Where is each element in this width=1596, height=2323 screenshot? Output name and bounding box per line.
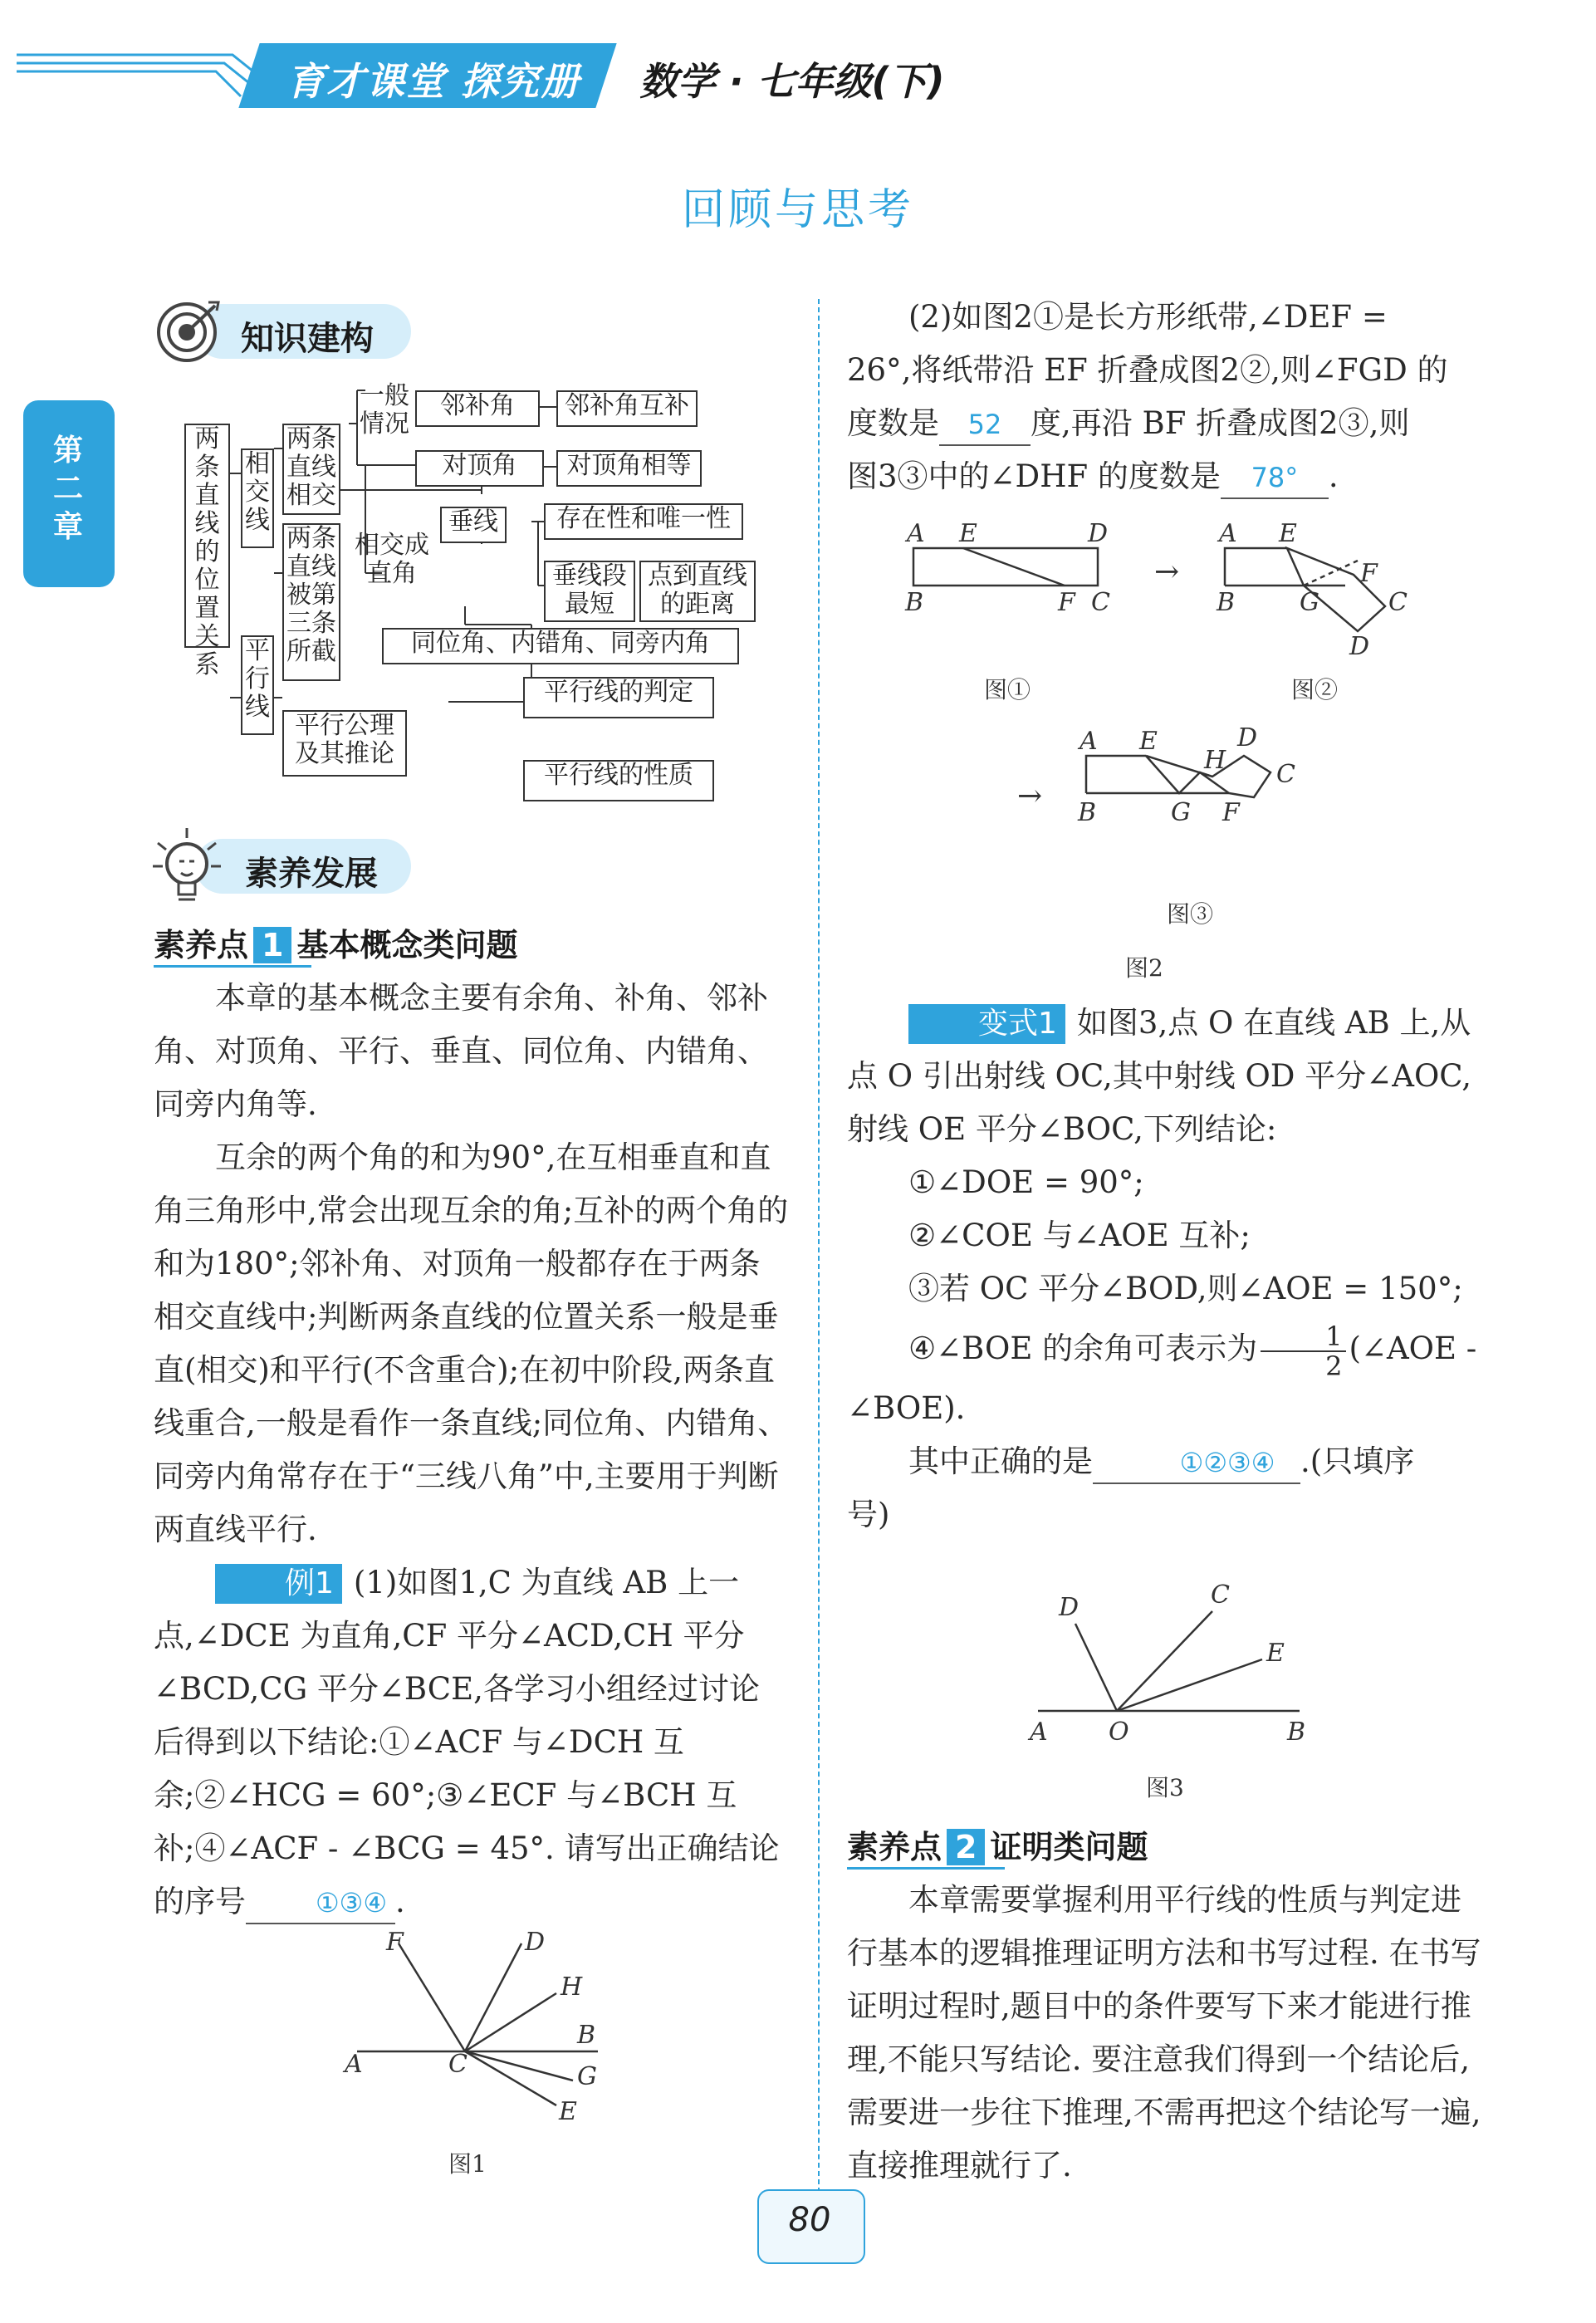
cm-transversal: 两条直线被第三条所截	[282, 523, 340, 681]
point2-number: 2	[947, 1829, 985, 1865]
cm-vertical-angles: 对顶角	[415, 450, 544, 487]
fig2-3-strip-left	[1086, 756, 1146, 793]
fig1-label-h: H	[561, 1973, 583, 2002]
variant1-item3: ③若 OC 平分∠BOD,则∠AOE = 150°;	[908, 1271, 1463, 1306]
fig2-3-label-g: G	[1171, 798, 1191, 827]
figure-2	[880, 515, 1478, 980]
header-subject: 数学 · 七年级(下)	[639, 59, 945, 104]
cm-parallel-properties: 平行线的性质	[523, 760, 714, 801]
part2-line3b: 度,再沿 BF 折叠成图2③,则	[1031, 405, 1410, 441]
fig1-caption: 图1	[448, 2150, 487, 2178]
chapter-side-tab-label: 第二章	[52, 434, 83, 544]
fig2-3-label-a: A	[1080, 727, 1098, 756]
cm-parallel: 平行线	[241, 635, 274, 735]
point1-title: 基本概念类问题	[296, 927, 518, 963]
point1-para2: 互余的两个角的和为90°,在互相垂直和直角三角形中,常会出现互余的角;互补的两个角的和为180°;邻补角、对顶角一般都存在于两条相交直线中;判断两条直线的位置关系一般是垂直(相交)和平行(不含重合);在初中阶段,两条直线重合,一般是看作一条直线;同位角、内错角、同旁内角常存在于“三线八角”中,主要用于判断两直线平行.	[154, 1139, 789, 1547]
fig2-arrow-2: →	[1017, 779, 1043, 813]
variant1-question	[847, 1435, 1486, 1488]
part2-line4b: .	[1328, 458, 1339, 494]
fig2-1-label-a: A	[907, 519, 925, 548]
point1-para1: 本章的基本概念主要有余角、补角、邻补角、对顶角、平行、垂直、同位角、内错角、同旁内角等.	[154, 980, 768, 1122]
fig2-1-label-d: D	[1088, 519, 1109, 548]
fig1-ray-cf	[399, 1943, 465, 2051]
development-badge-title: 素养发展	[245, 855, 378, 893]
part2-answer2: 78°	[1221, 458, 1329, 499]
cm-shortest-segment: 垂线段最短	[544, 561, 635, 622]
variant1-item2: ②∠COE 与∠AOE 互补;	[908, 1218, 1251, 1253]
figure-1	[332, 1927, 614, 2184]
fig2-caption: 图2	[1125, 954, 1163, 980]
variant1-tag: 变式1	[908, 1004, 1065, 1044]
fig2-2-label-c: C	[1388, 588, 1408, 617]
cm-adjacent-supplementary-property: 邻补角互补	[556, 390, 698, 427]
part2-line3a: 度数是	[847, 405, 939, 441]
figure-3	[1013, 1578, 1345, 1811]
fig2-2-label-e: E	[1279, 519, 1297, 548]
fig2-sub1-caption: 图①	[984, 676, 1031, 703]
fig2-2-label-d: D	[1349, 632, 1370, 661]
example1-end: .	[395, 1884, 405, 1919]
example1-part2-text	[847, 291, 1486, 503]
fig1-label-g: G	[577, 2062, 597, 2091]
example1-tag: 例1	[215, 1564, 342, 1604]
cm-angle-types: 同位角、内错角、同旁内角	[382, 628, 739, 664]
cm-adjacent-supplementary: 邻补角	[415, 390, 540, 427]
fig2-1-fold	[963, 548, 1065, 586]
fig2-2-label-b: B	[1217, 588, 1236, 617]
fig3-label-c: C	[1211, 1581, 1230, 1610]
variant1-question-post: .(只填序	[1300, 1443, 1415, 1479]
point2-body	[847, 1874, 1486, 2193]
cm-perpendicular-case: 相交成直角	[355, 531, 429, 588]
fig1-ray-ch	[465, 1993, 556, 2051]
variant1-intro	[847, 997, 1486, 1156]
variant1-item1: ①∠DOE = 90°;	[908, 1164, 1144, 1200]
fig2-3-label-b: B	[1078, 798, 1097, 827]
cm-general-case: 一般情况	[360, 381, 409, 439]
part2-line3	[847, 397, 1486, 450]
cm-root: 两条直线的位置关系	[184, 424, 230, 648]
cm-two-lines-intersect: 两条直线相交	[282, 424, 340, 515]
cm-parallel-axiom: 平行公理及其推论	[282, 710, 407, 777]
fig2-arrow-1: →	[1154, 555, 1180, 589]
fig2-3-label-d: D	[1237, 723, 1258, 752]
fig2-3-label-e: E	[1139, 727, 1158, 756]
cm-point-line-distance: 点到直线的距离	[639, 561, 756, 622]
variant1-item4-cont: ∠BOE).	[847, 1390, 966, 1426]
variant1-item4-post: (∠AOE -	[1349, 1331, 1477, 1366]
point1-label: 素养点	[154, 927, 249, 963]
variant1-item4	[847, 1316, 1486, 1382]
fig1-label-e: E	[559, 2097, 577, 2126]
example1-text-block	[154, 1556, 789, 1928]
fig3-label-b: B	[1287, 1718, 1306, 1747]
fig3-caption: 图3	[1146, 1774, 1184, 1801]
point2-label: 素养点	[847, 1829, 942, 1865]
variant1-item4-pre: ④∠BOE 的余角可表示为	[908, 1331, 1258, 1366]
lightbulb-icon	[149, 826, 224, 909]
variant1-question-pre: 其中正确的是	[908, 1443, 1093, 1479]
variant1-text: 如图3,点 O 在直线 AB 上,从点 O 引出射线 OC,其中射线 OD 平分∠AOC,射线 OE 平分∠BOC,下列结论:	[847, 1005, 1472, 1147]
column-divider	[818, 299, 820, 2193]
fig2-2-label-f: F	[1360, 559, 1378, 588]
variant1-fraction-den: 2	[1325, 1350, 1343, 1382]
part2-answer1: 52	[939, 404, 1031, 446]
target-icon	[154, 299, 220, 365]
fig2-2-label-a: A	[1219, 519, 1237, 548]
fig2-3-label-h: H	[1204, 746, 1226, 775]
knowledge-badge-title: 知识建构	[241, 320, 374, 358]
cm-intersect: 相交线	[241, 448, 274, 548]
part2-line4a: 图3③中的∠DHF 的度数是	[847, 458, 1221, 494]
cm-parallel-criteria: 平行线的判定	[523, 677, 714, 718]
fig1-label-f: F	[386, 1928, 404, 1957]
variant1-answer: ①②③④	[1093, 1443, 1300, 1484]
fig1-label-d: D	[525, 1928, 546, 1957]
point2-underline	[847, 1867, 1005, 1870]
variant1-question-end: 号)	[847, 1497, 890, 1532]
example1-text: (1)如图1,C 为直线 AB 上一点,∠DCE 为直角,CF 平分∠ACD,CH 平分∠BCD,CG 平分∠BCE,各学习小组经过讨论后得到以下结论:①∠ACF 与∠DCH 互余;②∠HCG = 60°;③∠ECF 与∠BCH 互补;④∠ACF - ∠BCG = 45°. 请写出正确结论的序号	[154, 1565, 780, 1919]
fig2-1-label-f: F	[1058, 588, 1075, 617]
fig1-label-b: B	[577, 2021, 596, 2050]
fig2-2-label-g: G	[1300, 588, 1319, 617]
cm-vertical-angles-property: 对顶角相等	[556, 450, 702, 487]
variant1-fraction	[1261, 1322, 1345, 1380]
fig2-3-label-f: F	[1222, 798, 1240, 827]
fig3-label-d: D	[1059, 1593, 1080, 1622]
fig1-label-a: A	[345, 2050, 363, 2079]
fig1-label-c: C	[448, 2050, 468, 2079]
page-number: 80	[788, 2201, 831, 2239]
point2-para: 本章需要掌握利用平行线的性质与判定进行基本的逻辑推理证明方法和书写过程. 在书写证明过程时,题目中的条件要写下来才能进行推理,不能只写结论. 要注意我们得到一个结论后,需要进一步往下推理,不需再把这个结论写一遍,直接推理就行了.	[847, 1882, 1481, 2183]
point1-number: 1	[253, 927, 291, 963]
point1-underline	[154, 965, 311, 968]
fig2-1-label-b: B	[905, 588, 924, 617]
fig3-ray-od	[1075, 1624, 1117, 1711]
page-heading: 回顾与思考	[681, 185, 914, 235]
point2-heading	[847, 1821, 1148, 1867]
fig1-ray-cd	[465, 1943, 521, 2051]
point1-heading	[154, 919, 517, 965]
fig3-ray-oc	[1117, 1611, 1212, 1711]
fig2-3-label-c: C	[1276, 760, 1295, 789]
fig3-ray-oe	[1117, 1659, 1262, 1711]
fig3-label-o: O	[1109, 1718, 1129, 1747]
variant1-fraction-num: 1	[1261, 1322, 1345, 1352]
cm-perpendicular: 垂线	[440, 507, 507, 543]
point2-title: 证明类问题	[990, 1829, 1148, 1865]
header-decoration-lines	[17, 48, 282, 98]
fig1-ray-cg	[465, 2051, 573, 2080]
part2-line1: (2)如图2①是长方形纸带,∠DEF =	[908, 299, 1388, 335]
concept-map	[166, 374, 756, 806]
fig2-1-label-c: C	[1091, 588, 1110, 617]
example1-answer: ①③④	[246, 1883, 395, 1924]
part2-line2: 26°,将纸带沿 EF 折叠成图2②,则∠FGD 的	[847, 352, 1448, 388]
fig2-1-label-e: E	[959, 519, 977, 548]
cm-existence-uniqueness: 存在性和唯一性	[544, 503, 743, 540]
variant1-block	[847, 997, 1486, 1541]
fig2-1-strip	[913, 548, 1098, 586]
fig2-sub3-caption: 图③	[1167, 900, 1214, 928]
left-column-text	[154, 972, 789, 1928]
part2-line4	[847, 450, 1486, 503]
fig2-sub2-caption: 图②	[1291, 676, 1339, 703]
fig2-2-strip-left	[1225, 548, 1287, 586]
fig3-label-e: E	[1266, 1639, 1285, 1668]
fig1-ray-ce	[465, 2051, 556, 2105]
header-series-title: 育才课堂 探究册	[286, 59, 581, 104]
fig3-label-a: A	[1030, 1718, 1048, 1747]
